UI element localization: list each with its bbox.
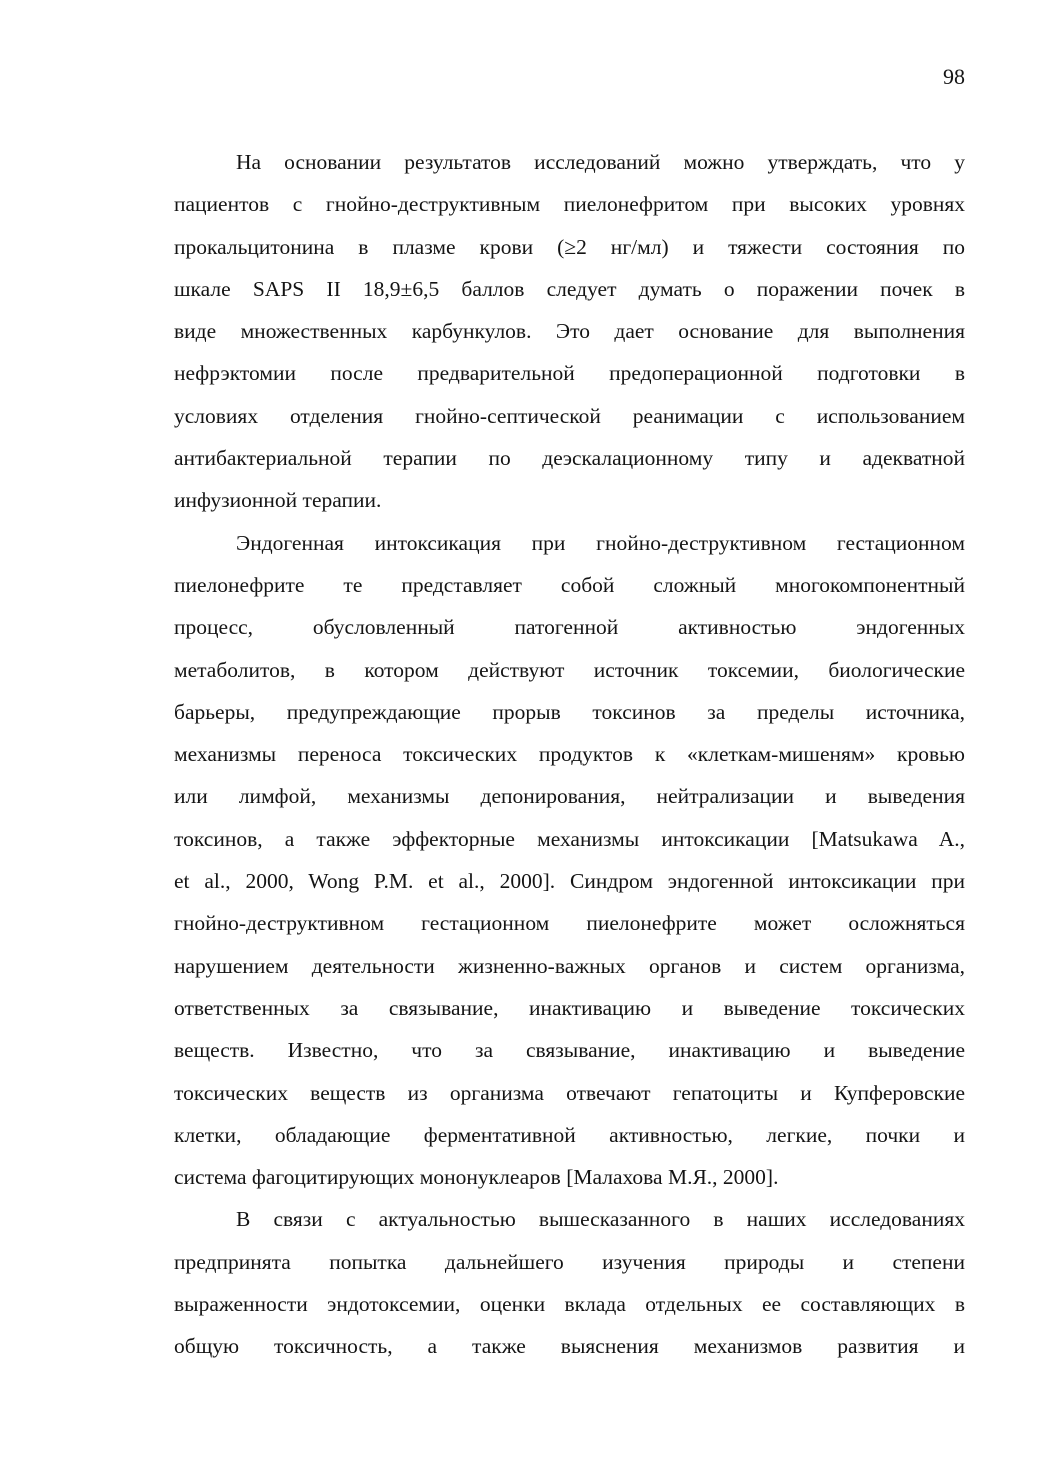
text-line: нарушением деятельности жизненно-важных органов и систем организма, bbox=[174, 953, 965, 978]
paragraph-3 bbox=[174, 1198, 965, 1367]
text-line: прокальцитонина в плазме крови (≥2 нг/мл) и тяжести состояния по bbox=[174, 234, 965, 259]
text-line: клетки, обладающие ферментативной активностью, легкие, почки и bbox=[174, 1122, 965, 1147]
text-line: условиях отделения гнойно-септической реанимации с использованием bbox=[174, 403, 965, 428]
text-line: антибактериальной терапии по деэскалационному типу и адекватной bbox=[174, 446, 965, 471]
text-body bbox=[174, 141, 965, 1368]
text-line: выраженности эндотоксемии, оценки вклада отдельных ее составляющих в bbox=[174, 1292, 965, 1317]
text-line: токсинов, а также эффекторные механизмы интоксикации [Matsukawa A., bbox=[174, 826, 965, 851]
text-line: пиелонефрите те представляет собой сложный многокомпонентный bbox=[174, 572, 965, 597]
text-line: инфузионной терапии. bbox=[174, 488, 382, 513]
text-line: В связи с актуальностью вышесказанного в наших исследованиях bbox=[236, 1207, 965, 1232]
text-line: ответственных за связывание, инактивацию и выведение токсических bbox=[174, 995, 965, 1020]
text-line: Эндогенная интоксикация при гнойно-деструктивном гестационном bbox=[236, 530, 965, 555]
text-line: нефрэктомии после предварительной предоперационной подготовки в bbox=[174, 361, 965, 386]
paragraph-2 bbox=[174, 522, 965, 1199]
text-line: веществ. Известно, что за связывание, инактивацию и выведение bbox=[174, 1038, 965, 1063]
text-line: механизмы переноса токсических продуктов к «клеткам-мишеням» кровью bbox=[174, 742, 965, 767]
text-line: На основании результатов исследований можно утверждать, что у bbox=[236, 150, 965, 174]
text-line: метаболитов, в котором действуют источник токсемии, биологические bbox=[174, 657, 965, 682]
text-line: процесс, обусловленный патогенной активностью эндогенных bbox=[174, 615, 965, 640]
text-line: или лимфой, механизмы депонирования, нейтрализации и выведения bbox=[174, 784, 965, 809]
text-line: токсических веществ из организма отвечают гепатоциты и Купферовские bbox=[174, 1080, 965, 1105]
text-line: et al., 2000, Wong P.M. et al., 2000]. Синдром эндогенной интоксикации при bbox=[174, 869, 965, 894]
text-line: барьеры, предупреждающие прорыв токсинов за пределы источника, bbox=[174, 699, 965, 724]
text-line: гнойно-деструктивном гестационном пиелонефрите может осложняться bbox=[174, 911, 965, 936]
text-line: система фагоцитирующих мононуклеаров [Малахова М.Я., 2000]. bbox=[174, 1165, 779, 1190]
text-line: общую токсичность, а также выяснения механизмов развития и bbox=[174, 1334, 965, 1359]
page-number: 98 bbox=[943, 64, 965, 89]
text-line: предпринята попытка дальнейшего изучения природы и степени bbox=[174, 1249, 965, 1274]
text-line: шкале SAPS II 18,9±6,5 баллов следует думать о поражении почек в bbox=[174, 276, 965, 301]
paragraph-1 bbox=[174, 141, 965, 522]
text-line: виде множественных карбункулов. Это дает основание для выполнения bbox=[174, 319, 965, 344]
text-line: пациентов с гнойно-деструктивным пиелонефритом при высоких уровнях bbox=[174, 192, 965, 217]
